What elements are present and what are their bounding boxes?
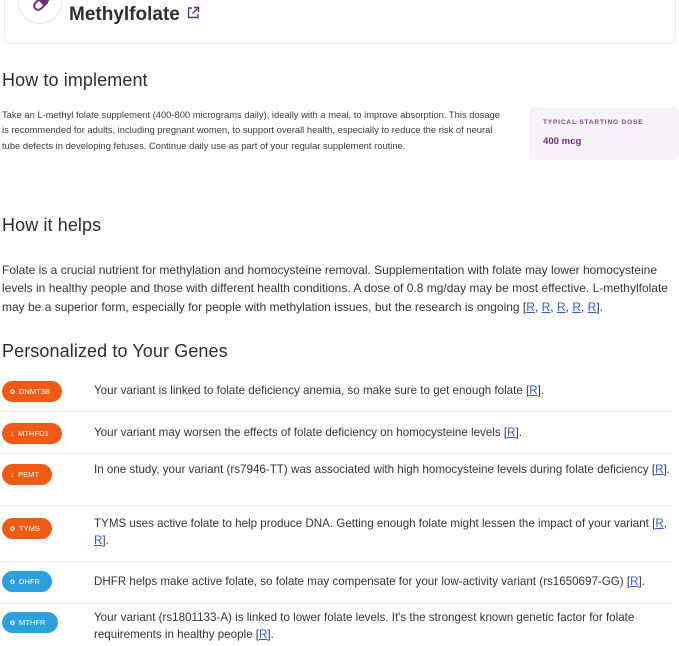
supplement-logo [18,0,62,24]
pill-icon [29,0,53,15]
personalized-genes-heading: Personalized to Your Genes [2,341,228,361]
helps-references [526,300,596,314]
reference-link[interactable]: R [655,463,664,476]
helps-end: ]. [596,299,603,314]
supplement-header-card [4,0,676,44]
reference-separator: , [565,299,573,314]
how-to-implement-heading: How to implement [2,70,148,90]
reference-link[interactable]: R [526,299,535,314]
reference-link[interactable]: R [655,517,664,530]
gene-badge-label: PEMT [18,470,40,479]
gene-description [94,515,672,549]
typical-dose-box [529,107,679,160]
reference-link[interactable]: R [507,426,516,439]
gene-description [94,461,672,478]
reference-link[interactable]: R [529,384,538,397]
gene-description-body: DHFR helps make active folate, so folate may compensate for your low-activity variant (rs1650697-GG) [ [94,575,631,588]
gene-description [94,573,672,590]
gene-description-body: Your variant (rs1801133-A) is linked to lower folate levels. It's the strongest known genetic factor for folate requirements in healthy people [ [94,611,635,642]
reference-link[interactable]: R [556,299,566,314]
circle-icon: o [10,524,15,533]
gene-badge-dnmt3b[interactable] [2,381,62,402]
reference-link[interactable]: R [572,299,581,314]
circle-icon: o [10,387,15,396]
gene-description-end: ]. [515,426,522,439]
helps-body: Folate is a crucial nutrient for methylation and homocysteine removal. Supplementation with folate may lower homocysteine levels in healthy people and those with different health conditions. A dose of 0.8 mg/day may be most effective. L-methylfolate may be a superior form, especially for people with methylation issues, but the research is ongoing [ [2,263,668,314]
gene-badge-label: DHFR [18,577,40,586]
gene-badge-label: DNMT3B [18,387,51,396]
reference-link[interactable]: R [259,628,268,642]
implement-text: Take an L-methyl folate supplement (400-800 micrograms daily), ideally with a meal, to improve absorption. This dosage is recommended for adults, including pregnant women, to support overall health, especially to reduce the risk of neural tube defects in developing fetuses. Continue daily use as part of your regular supplement routine. [2,109,500,151]
reference-separator: , [663,517,667,530]
reference-link[interactable]: R [587,299,597,314]
gene-badge-pemt[interactable] [2,464,52,485]
gene-badge-label: MTHFR [18,618,46,627]
gene-description-end: ]. [537,384,545,397]
reference-link[interactable]: R [541,299,551,314]
gene-badge-mthfd1[interactable] [2,423,62,444]
gene-description-end: ]. [267,628,274,642]
gene-description-body: TYMS uses active folate to help produce DNA. Getting enough folate might lessen the impact of your variant [ [94,517,656,530]
gene-badge-mthfr[interactable] [2,612,58,633]
reference-separator: , [550,299,557,314]
gene-description-body: Your variant is linked to folate deficiency anemia, so make sure to get enough folate [ [94,384,530,397]
circle-icon: o [10,577,15,586]
gene-description-body: In one study, your variant (rs7946-TT) was associated with high homocysteine levels during folate deficiency [ [94,463,656,476]
reference-link[interactable]: R [94,534,103,548]
gene-row-pemt [0,454,672,506]
how-it-helps-text [2,261,674,316]
gene-description-end: ]. [663,463,670,476]
gene-row-tyms [0,506,672,562]
gene-row-dnmt3b [0,372,672,412]
gene-badge-dhfr[interactable] [2,571,52,592]
reference-link[interactable]: R [630,575,639,588]
external-link-icon[interactable] [186,6,200,20]
dose-value: 400 mcg [543,136,582,147]
arrow-down-icon: ↓ [10,429,14,438]
how-it-helps-heading: How it helps [2,215,102,235]
arrow-down-icon: ↓ [10,470,14,479]
reference-separator: , [580,299,588,314]
dose-label: TYPICAL STARTING DOSE [543,119,644,126]
gene-badge-label: MTHFD1 [18,429,49,438]
gene-row-mthfr [0,604,672,646]
gene-description [94,382,672,399]
gene-badge-tyms[interactable] [2,518,52,539]
gene-description [94,424,672,441]
gene-row-mthfd1 [0,412,672,454]
gene-badge-label: TYMS [18,524,40,533]
gene-description-end: ]. [102,534,109,548]
gene-description-body: Your variant may worsen the effects of folate deficiency on homocysteine levels [ [94,426,508,439]
supplement-title: Methylfolate [69,4,180,25]
reference-separator: , [534,299,542,314]
gene-row-dhfr [0,562,672,604]
gene-description-end: ]. [638,575,645,588]
circle-icon: o [10,618,15,627]
gene-description [94,609,672,643]
